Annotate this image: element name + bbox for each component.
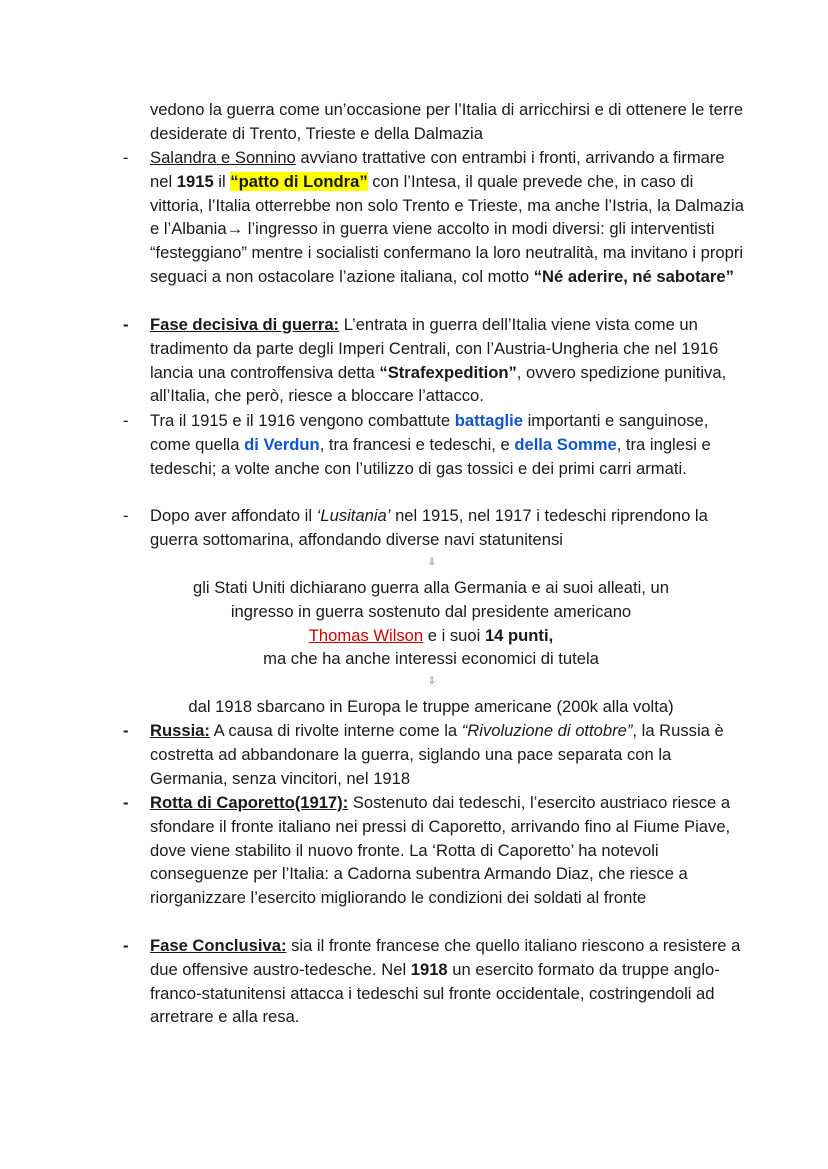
heading-caporetto: Rotta di Caporetto(1917):	[150, 793, 349, 812]
text-run: un esercito formato da truppe anglo-franco-statunitensi attacca i tedeschi sul fronte occidentale, costringendoli ad arretrare e alla resa.	[150, 959, 720, 1027]
term-battaglie: battaglie	[454, 411, 523, 430]
down-arrow-icon: ⇩	[427, 557, 437, 568]
text-run: nel 1915, nel 1917 i tedeschi riprendono la guerra sottomarina, affondando diverse navi statunitensi	[150, 506, 708, 549]
text-run: e i suoi	[423, 625, 485, 645]
paragraph-text: vedono la guerra come un’occasione per l’Italia di arricchirsi e di ottenere le terre desiderate di Trento, Trieste e della Dalmazia	[150, 100, 744, 143]
text-run: Tra il 1915 e il 1916 vengono combattute	[150, 411, 455, 430]
list-item-russia	[150, 719, 750, 790]
text-run: avviano trattative con entrambi i fronti, arrivando a firmare nel	[150, 148, 725, 191]
text-run: , tra inglesi e tedeschi; a volte anche con l’utilizzo di gas tossici e dei primi carri armati.	[150, 434, 711, 478]
heading-fase-decisiva: Fase decisiva di guerra:	[150, 315, 340, 334]
link-thomas-wilson[interactable]: Thomas Wilson	[308, 625, 424, 645]
list-dash: -	[123, 793, 129, 812]
heading-russia: Russia:	[150, 721, 210, 740]
down-arrow-icon: ⇩	[427, 676, 437, 687]
center-line	[100, 624, 762, 648]
name-sonnino: Sonnino	[234, 148, 296, 167]
center-line: gli Stati Uniti dichiarano guerra alla Germania e ai suoi alleati, un	[193, 578, 669, 597]
centered-line-truppe: dal 1918 sbarcano in Europa le truppe americane (200k alla volta)	[188, 697, 674, 716]
name-salandra: Salandra	[150, 148, 217, 167]
list-dash: -	[123, 506, 129, 525]
list-dash: -	[123, 148, 129, 167]
highlight-patto-di-londra: “patto di Londra”	[230, 171, 368, 191]
term-somme: della Somme	[514, 434, 617, 454]
heading-fase-conclusiva: Fase Conclusiva:	[150, 936, 287, 955]
list-dash: -	[123, 315, 129, 334]
text-run: Dopo aver affondato il	[150, 506, 317, 525]
center-line: ma che ha anche interessi economici di tutela	[263, 649, 599, 669]
text-run: con l’Intesa, il quale prevede che, in caso di vittoria, l’Italia otterrebbe non solo Trento e Trieste, ma anche l’Istria, la Dalmazia e l’Albania→ l’ingresso in guerra viene accolto in modi diversi: gli interventisti “festeggiano” mentre i socialisti confermano la loro neutralità, ma invitano i propri seguaci a non ostacolare l’azione italiana, col motto	[150, 171, 744, 286]
ship-lusitania: ‘Lusitania’	[316, 506, 391, 525]
rivoluzione-ottobre: “Rivoluzione di ottobre”	[461, 721, 633, 740]
term-verdun: di Verdun	[244, 434, 320, 454]
list-item-fase-decisiva	[150, 313, 750, 408]
text-run: , la Russia è costretta ad abbandonare la guerra, siglando una pace separata con la Germania, senza vincitori, nel 1918	[150, 721, 724, 788]
list-dash: -	[123, 411, 129, 430]
list-dash: -	[123, 721, 129, 740]
text-run: , tra francesi e tedeschi, e	[319, 434, 515, 454]
list-item-fase-conclusiva	[150, 934, 750, 1029]
name-conjunction: e	[216, 148, 235, 167]
year-1918: 1918	[410, 959, 448, 979]
text-run: sia il fronte francese che quello italiano riescono a resistere a due offensive austro-tedesche. Nel	[150, 936, 741, 979]
quattordici-punti: 14 punti,	[484, 625, 554, 645]
text-run: A causa di rivolte interne come la	[209, 721, 462, 740]
year-1915: 1915	[176, 171, 214, 191]
list-dash: -	[123, 936, 129, 955]
strafexpedition: “Strafexpedition”	[379, 362, 517, 382]
list-item-battaglie	[150, 409, 750, 480]
paragraph-continuation	[150, 98, 750, 146]
text-run: , ovvero spedizione punitiva, all’Italia, che però, riesce a bloccare l’attacco.	[150, 362, 727, 406]
list-item-patto-di-londra	[150, 146, 750, 289]
text-run: importanti e sanguinose, come quella	[150, 411, 709, 454]
text-run: il	[213, 171, 231, 191]
center-line: ingresso in guerra sostenuto dal presidente americano	[230, 601, 632, 621]
motto: “Né aderire, né sabotare”	[533, 266, 734, 286]
text-run: Sostenuto dai tedeschi, l’esercito austriaco riesce a sfondare il fronte italiano nei pressi di Caporetto, arrivando fino al Fiume Piave, dove viene stabilito il nuovo fronte. La ‘Rotta di Caporetto’ ha notevoli conseguenze per l’Italia: a Cadorna subentra Armando Diaz, che riesce a riorganizzare l’esercito migliorando le condizioni dei soldati al fronte	[150, 793, 731, 908]
centered-block-usa	[100, 576, 762, 671]
list-item-lusitania	[150, 504, 750, 552]
text-run: L’entrata in guerra dell’Italia viene vista come un tradimento da parte degli Imperi Centrali, con l’Austria-Ungheria che nel 1916 lancia una controffensiva detta	[150, 315, 719, 382]
list-item-caporetto	[150, 791, 750, 910]
